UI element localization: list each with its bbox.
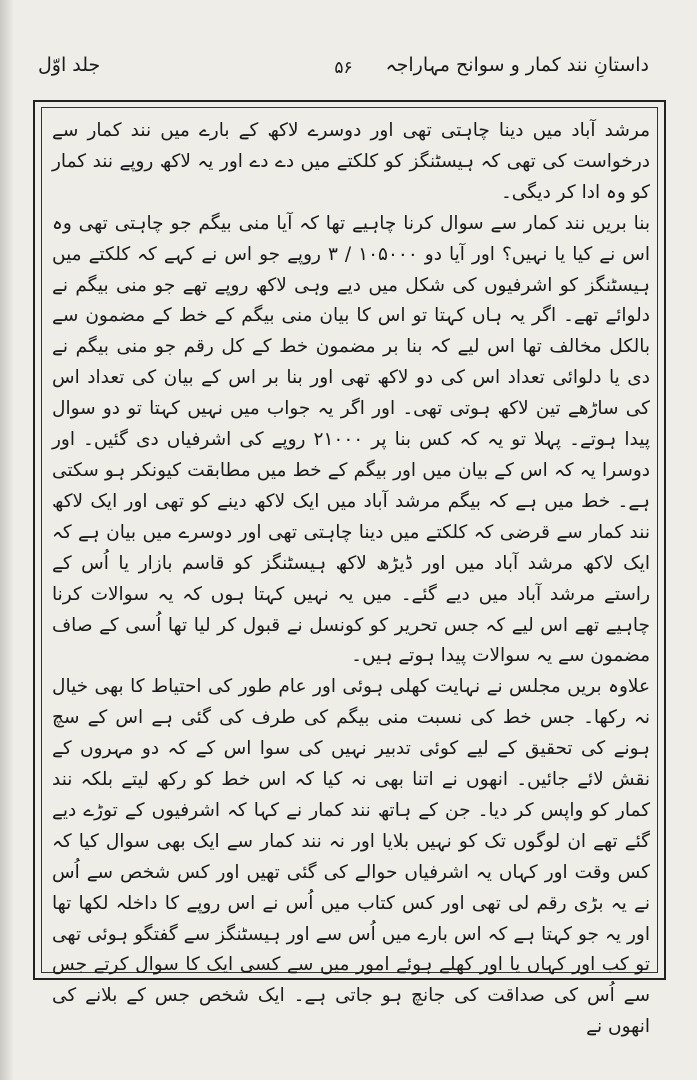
- paragraph: بنا بریں نند کمار سے سوال کرنا چاہیے تھا کہ آیا منی بیگم جو چاہتی تھی وہ اس نے کیا یا نہیں؟ اور آیا دو ۱۰۵۰۰۰ / ۳ روپے جو اس نے کہے کہ کلکتے میں ہیسٹنگز کو اشرفیوں کی شکل میں دیے وہی لاکھ روپے تھے جو منی بیگم نے دلوائے تھے۔ اگر یہ ہاں کہتا تو اس کا بیان منی بیگم کے خط کے مضمون سے بالکل مخالف تھا اس لیے کہ بنا بر مضمون خط کے کل رقم جو منی بیگم نے دی یا دلوائی تعداد اس کی دو لاکھ تھی اور بنا بر اس کے بیان کی تعداد اس کی ساڑھے تین لاکھ ہوتی تھی۔ اور اگر یہ جواب میں نہیں کہتا تو دو سوال پیدا ہوتے۔ پہلا تو یہ کہ کس بنا پر ۲۱۰۰۰ روپے کی اشرفیاں دی گئیں۔ اور دوسرا یہ کہ اس کے بیان میں اور بیگم کے خط میں مطابقت کیونکر ہو سکتی ہے۔ خط میں ہے کہ بیگم مرشد آباد میں ایک لاکھ دینے کو تھی اور ایک لاکھ نند کمار سے قرضی کہ کلکتے میں دینا چاہتی تھی اور دوسرے میں بیان ہے کہ ایک لاکھ مرشد آباد میں اور ڈیڑھ لاکھ ہیسٹنگز کو قاسم بازار یا اُس کے راستے مرشد آباد میں دیے گئے۔ میں یہ نہیں کہتا ہوں کہ یہ سوالات کرنا چاہیے تھے اس لیے کہ جس تحریر کو کونسل نے قبول کر لیا تھا اُسی کے صاف مضمون سے یہ سوالات پیدا ہوتے ہیں۔: [52, 212, 650, 667]
- page-header: [38, 50, 649, 90]
- page-edge-shadow: [0, 0, 14, 1080]
- body-text: [52, 116, 650, 1038]
- paragraph: علاوہ بریں مجلس نے نہایت کھلی ہوئی اور عام طور کی احتیاط کا بھی خیال نہ رکھا۔ جس خط کی نسبت منی بیگم کی طرف کی گئی ہے اس کے سچ ہونے کی تحقیق کے لیے کوئی تدبیر نہیں کی سوا اس کے کہ دو مہروں کے نقش لائے جائیں۔ انھوں نے اتنا بھی نہ کیا کہ اس خط کو رکھ لیتے بلکہ نند کمار کو واپس کر دیا۔ جن کے ہاتھ نند کمار نے کہا کہ اشرفیوں کے توڑے دیے گئے تھے ان لوگوں تک کو نہیں بلایا اور نہ نند کمار سے ایک بھی سوال کیا کہ کس وقت اور کہاں یہ اشرفیاں حوالے کی گئی تھیں اور کس شخص سے اُس نے یہ بڑی رقم لی تھی اور کس کتاب میں اُس نے اس روپے کا داخلہ لکھا تھا اور یہ جو کہتا ہے کہ اس بارے میں اُس سے اور ہیسٹنگز سے گفتگو ہوئی تھی تو کب اور کہاں یا اور کھلے ہوئے امور میں سے کسی ایک کا سوال کرتے جس سے اُس کی صداقت کی جانچ ہو جاتی ہے۔ ایک شخص جس کے بلانے کی انھوں نے: [52, 676, 650, 1038]
- page-number: ۵۶: [334, 58, 353, 78]
- paragraph: مرشد آباد میں دینا چاہتی تھی اور دوسرے لاکھ کے بارے میں نند کمار سے درخواست کی تھی کہ ہیسٹنگز کو کلکتے میں دے دے اور یہ لاکھ روپے نند کمار کو وہ ادا کر دیگی۔: [52, 120, 650, 203]
- running-title: داستانِ نند کمار و سوانح مہاراجہ: [385, 54, 649, 76]
- volume-label: جلد اوّل: [38, 54, 101, 76]
